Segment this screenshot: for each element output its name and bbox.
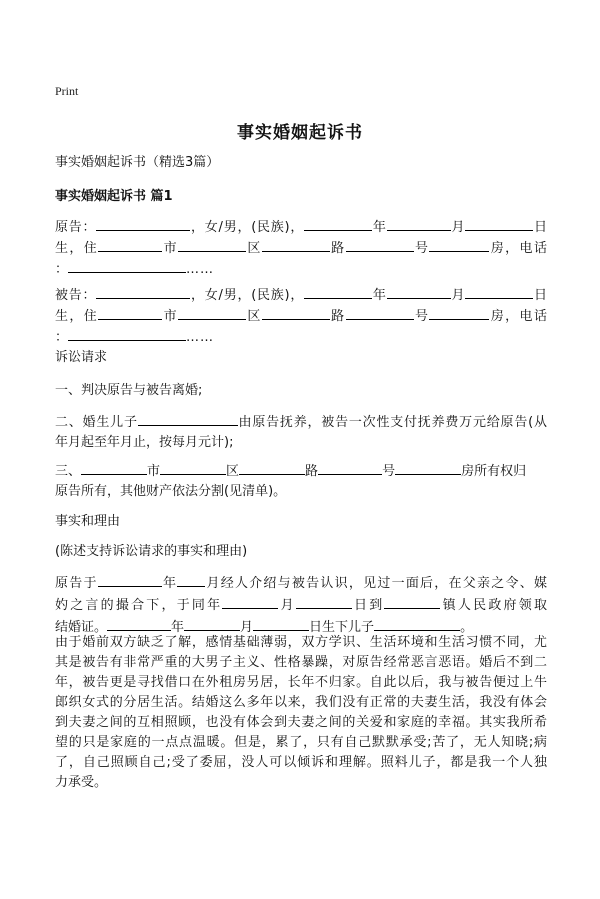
defendant-gender-text: ，女/男，(民族)， xyxy=(190,288,305,303)
paragraph-line: 力承受。 xyxy=(55,775,108,790)
defendant-name-blank xyxy=(96,284,190,299)
blank xyxy=(81,460,147,475)
blank xyxy=(178,237,246,252)
blank xyxy=(346,305,414,320)
claim-item-2 xyxy=(55,411,547,453)
blank xyxy=(465,284,533,299)
plaintiff-block xyxy=(55,216,547,279)
blank xyxy=(253,616,309,631)
intro-line: 事实婚姻起诉书（精选3篇） xyxy=(55,155,220,170)
print-link[interactable]: Print xyxy=(55,84,79,98)
facts-text: 结婚证。 xyxy=(55,620,108,635)
claim-3-text-b: 房所有权归 xyxy=(461,464,527,479)
road-text: 路 xyxy=(329,241,346,256)
defendant-label: 被告： xyxy=(55,288,97,303)
blank xyxy=(346,237,414,252)
facts-text: 妁之言的撮合下，于同年 xyxy=(55,598,223,613)
facts-text: 月经人介绍与被告认识，见过一面后，在父亲之令、媒 xyxy=(205,576,547,591)
blank xyxy=(296,594,352,609)
blank xyxy=(304,284,372,299)
blank xyxy=(184,616,240,631)
paragraph-line: 望的只是家庭的一点点温暖。但是，累了，只有自己默默承受;苦了，无人知晓;病 xyxy=(55,735,547,750)
claims-heading: 诉讼请求 xyxy=(55,350,108,365)
son-name-blank xyxy=(374,616,460,631)
ellipsis-text: …… xyxy=(186,330,215,345)
month-text: 月 xyxy=(450,220,466,235)
paragraph-line: 到夫妻之间的互相照顾，也没有体会到夫妻之间的关爱和家庭的幸福。其实我所希 xyxy=(55,715,547,730)
blank xyxy=(304,216,372,231)
district-text: 区 xyxy=(226,464,240,479)
day-text: 日 xyxy=(533,220,547,235)
month-text: 月 xyxy=(450,288,466,303)
blank xyxy=(395,460,461,475)
year-text: 年 xyxy=(161,576,178,591)
blank xyxy=(98,305,162,320)
paragraph-line: 由于婚前双方缺乏了解，感情基础薄弱，双方学识、生活环境和生活习惯不同，尤 xyxy=(55,635,547,650)
city-text: 市 xyxy=(162,241,178,256)
colon-text: ： xyxy=(55,262,69,277)
blank xyxy=(387,216,451,231)
facts-text: 日生下儿子 xyxy=(309,620,375,635)
phone-blank xyxy=(68,258,186,273)
blank xyxy=(384,594,440,609)
blank xyxy=(387,284,451,299)
blank xyxy=(262,305,330,320)
facts-text: 原告于 xyxy=(55,576,98,591)
blank xyxy=(178,305,246,320)
year-text: 年 xyxy=(171,620,185,635)
facts-text: 。 xyxy=(460,620,474,635)
plaintiff-gender-text: ，女/男，(民族)， xyxy=(190,220,305,235)
claim-3-text-a: 三、 xyxy=(55,464,82,479)
facts-paragraph-2 xyxy=(55,633,547,793)
number-text: 号 xyxy=(382,464,396,479)
blank xyxy=(262,237,330,252)
paragraph-line: 了，自己照顾自己;受了委屈，没人可以倾诉和理解。照料儿子，都是我一个人独 xyxy=(55,755,547,770)
number-text: 号 xyxy=(413,241,430,256)
claim-2-text-b: 由原告抚养，被告一次性支付抚养费万元给原告(从 xyxy=(237,415,547,430)
day-text: 日到 xyxy=(351,598,385,613)
day-text: 日 xyxy=(533,288,547,303)
paragraph-line: 年，被告更是寻找借口在外租房另居，长年不归家。自此以后，我与被告便过上牛 xyxy=(55,675,547,690)
born-text: 生，住 xyxy=(55,241,99,256)
son-name-blank xyxy=(138,411,238,426)
claim-2-text-c: 年月起至年月止，按每月元计); xyxy=(55,435,234,450)
number-text: 号 xyxy=(413,309,430,324)
room-text: 房，电话 xyxy=(489,241,547,256)
facts-text: 镇人民政府领取 xyxy=(440,598,547,613)
district-text: 区 xyxy=(245,309,262,324)
colon-text: ： xyxy=(55,330,69,345)
claim-3-text-c: 原告所有，其他财产依法分割(见清单)。 xyxy=(55,484,287,499)
room-text: 房，电话 xyxy=(489,309,547,324)
road-text: 路 xyxy=(329,309,346,324)
claim-2-text-a: 二、婚生儿子 xyxy=(55,415,138,430)
month-text: 月 xyxy=(240,620,254,635)
blank xyxy=(160,460,226,475)
city-text: 市 xyxy=(162,309,178,324)
document-title: 事实婚姻起诉书 xyxy=(237,123,363,143)
claim-item-3 xyxy=(55,460,547,502)
born-text: 生，住 xyxy=(55,309,99,324)
road-text: 路 xyxy=(305,464,319,479)
blank xyxy=(318,460,382,475)
city-text: 市 xyxy=(147,464,161,479)
facts-heading: 事实和理由 xyxy=(55,514,121,529)
phone-blank xyxy=(68,326,186,341)
blank xyxy=(177,572,205,587)
claim-item-1: 一、判决原告与被告离婚; xyxy=(55,383,203,398)
year-text: 年 xyxy=(372,220,387,235)
facts-paragraph-1 xyxy=(55,572,547,638)
blank xyxy=(98,237,162,252)
blank xyxy=(98,572,162,587)
facts-note: (陈述支持诉讼请求的事实和理由) xyxy=(55,544,248,559)
plaintiff-name-blank xyxy=(96,216,190,231)
defendant-block xyxy=(55,284,547,347)
section-heading: 事实婚姻起诉书 篇1 xyxy=(55,189,173,204)
blank xyxy=(239,460,305,475)
blank xyxy=(429,305,489,320)
blank xyxy=(107,616,171,631)
paragraph-line: 其是被告有非常严重的大男子主义、性格暴躁，对原告经常恶言恶语。婚后不到二 xyxy=(55,655,547,670)
ellipsis-text: …… xyxy=(186,262,215,277)
blank xyxy=(222,594,278,609)
blank xyxy=(465,216,533,231)
year-text: 年 xyxy=(372,288,387,303)
paragraph-line: 郎织女式的分居生活。结婚这么多年以来，我们没有正常的夫妻生活，我没有体会 xyxy=(55,695,547,710)
month-text: 月 xyxy=(278,598,296,613)
blank xyxy=(429,237,489,252)
district-text: 区 xyxy=(245,241,262,256)
plaintiff-label: 原告： xyxy=(55,220,97,235)
